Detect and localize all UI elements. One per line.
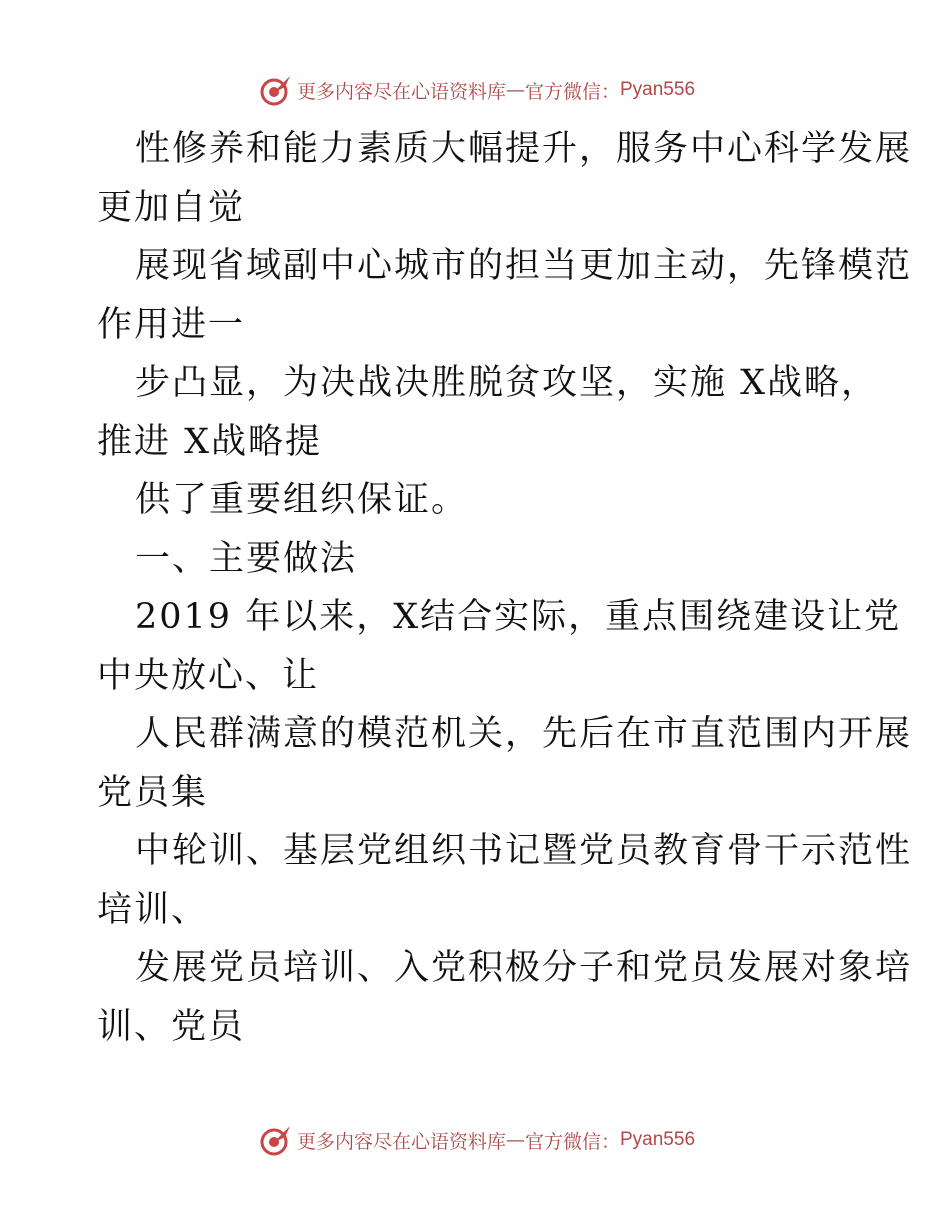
watermark-wechat-label: 官方微信： [524, 1130, 620, 1153]
body-text [97, 120, 913, 1056]
watermark-separator: — [505, 1129, 525, 1151]
watermark-wechat-label: 官方微信： [524, 80, 620, 103]
watermark-separator: — [505, 79, 525, 101]
section-heading: 一、主要做法 [135, 538, 358, 579]
text-line: 人民群满意的模范机关，先后在市直范围内开展 [135, 714, 913, 754]
text-line: 中轮训、基层党组织书记暨党员教育骨干示范性 [135, 831, 913, 871]
text-line: 推进 X战略提 [97, 421, 323, 462]
text-line: 作用进一 [97, 304, 246, 345]
text-line: 2019 年以来，X结合实际，重点围绕建设让党 [135, 597, 902, 637]
watermark-brand-text: 更多内容尽在心语资料库 [296, 1130, 506, 1153]
header-watermark [0, 70, 950, 110]
footer-watermark [0, 1120, 950, 1160]
text-line: 党员集 [97, 772, 209, 813]
text-line: 发展党员培训、入党积极分子和党员发展对象培 [135, 948, 913, 988]
quill-logo-icon [259, 1123, 293, 1157]
text-line: 步凸显，为决战决胜脱贫攻坚，实施 X战略， [135, 363, 879, 403]
text-line: 性修养和能力素质大幅提升，服务中心科学发展 [135, 129, 913, 169]
watermark-wechat-id: Pyan556 [620, 1129, 696, 1150]
text-line: 培训、 [97, 889, 209, 930]
quill-logo-icon [259, 73, 293, 107]
watermark-brand-text: 更多内容尽在心语资料库 [296, 80, 506, 103]
watermark-wechat-id: Pyan556 [620, 79, 696, 100]
text-line: 训、党员 [97, 1006, 246, 1047]
text-line: 供了重要组织保证。 [135, 480, 469, 520]
text-line: 中央放心、让 [97, 655, 320, 696]
text-line: 更加自觉 [97, 187, 246, 228]
text-line: 展现省域副中心城市的担当更加主动，先锋模范 [135, 246, 913, 286]
